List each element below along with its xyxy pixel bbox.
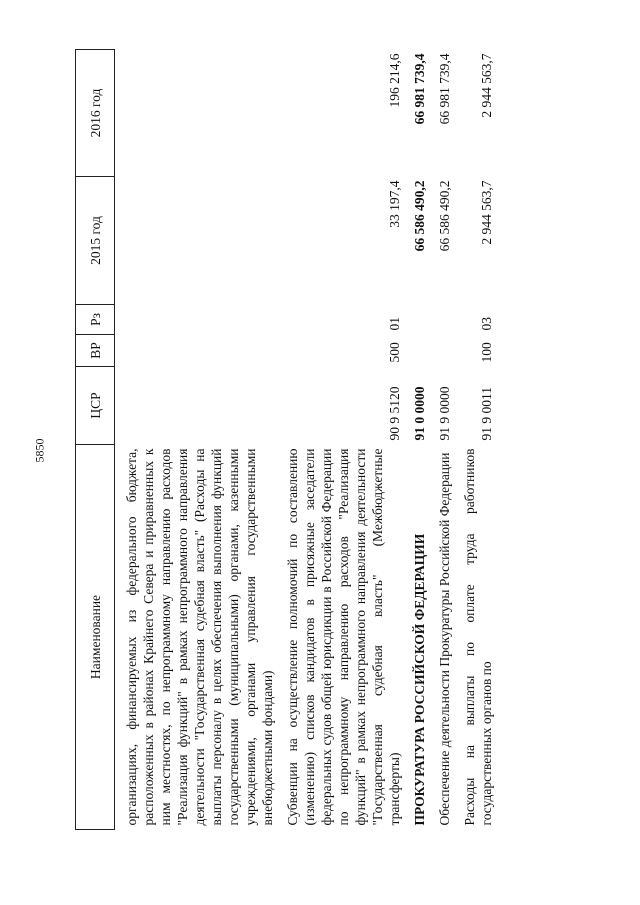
row-name: организациях, финансируемых из федерального бюджета, расположенных в районах Крайнего Севера и приравненных к ним местностях, по непрограммному направлению расходов "Реализация функций" в рамках непрограммного направления деятельности "Государственная судебная власть" (Расходы на выплаты персоналу в целях обеспечения выполнения функций государственными (муниципальными) органами, казенными учреждениями, органами управления государственными внебюджетными фондами) bbox=[124, 448, 275, 826]
row-csr: 91 0 0000 bbox=[412, 386, 427, 441]
row-vr bbox=[123, 335, 276, 367]
table-row bbox=[123, 50, 276, 830]
header-name: Наименование bbox=[76, 445, 115, 830]
row-2015 bbox=[123, 177, 276, 305]
row-csr: 90 9 5120 bbox=[387, 386, 402, 441]
rotated-page bbox=[75, 50, 575, 830]
table-row bbox=[436, 50, 453, 830]
page-number: 5850 bbox=[32, 438, 47, 463]
row-name: Расходы на выплаты по оплате труда работников государственных органов по bbox=[462, 448, 494, 826]
header-2016: 2016 год bbox=[76, 50, 115, 177]
row-rz: 01 bbox=[387, 317, 402, 331]
table-row bbox=[411, 50, 428, 830]
table-row bbox=[461, 50, 495, 830]
header-vr: ВР bbox=[76, 335, 115, 367]
row-rz bbox=[436, 305, 453, 335]
row-csr: 91 9 0000 bbox=[437, 386, 452, 441]
row-2016: 2 944 563,7 bbox=[479, 53, 494, 118]
row-2015: 66 586 490,2 bbox=[412, 180, 427, 252]
table-header-row bbox=[76, 50, 115, 830]
row-name: Субвенции на осуществление полномочий по составлению (изменению) списков кандидатов в присяжные заседатели федеральных судов общей юрисдикции в Российской Федерации по непрограммному направлению расходов "Реализация функций" в рамках непрограммного направления деятельности "Государственная судебная власть" (Межбюджетные трансферты) bbox=[285, 448, 402, 826]
row-2016: 66 981 739,4 bbox=[412, 53, 427, 125]
row-csr: 91 9 0011 bbox=[479, 387, 494, 441]
row-vr: 500 bbox=[387, 342, 402, 363]
row-vr bbox=[436, 335, 453, 367]
row-2016: 66 981 739,4 bbox=[437, 53, 452, 125]
row-name: ПРОКУРАТУРА РОССИЙСКОЙ ФЕДЕРАЦИИ bbox=[412, 533, 427, 826]
header-csr: ЦСР bbox=[76, 367, 115, 445]
row-name: Обеспечение деятельности Прокуратуры Российской Федерации bbox=[437, 452, 452, 826]
row-rz bbox=[123, 305, 276, 335]
budget-table bbox=[75, 49, 495, 830]
row-2015: 33 197,4 bbox=[387, 180, 402, 228]
row-csr bbox=[123, 367, 276, 445]
row-vr bbox=[411, 335, 428, 367]
header-rz: Рз bbox=[76, 305, 115, 335]
row-2016: 196 214,6 bbox=[387, 53, 402, 108]
row-vr: 100 bbox=[479, 342, 494, 363]
row-2015: 66 586 490,2 bbox=[437, 180, 452, 252]
row-2015: 2 944 563,7 bbox=[479, 180, 494, 245]
row-2016 bbox=[123, 50, 276, 177]
row-rz bbox=[411, 305, 428, 335]
table-row bbox=[284, 50, 403, 830]
row-rz: 03 bbox=[479, 317, 494, 331]
header-2015: 2015 год bbox=[76, 177, 115, 305]
